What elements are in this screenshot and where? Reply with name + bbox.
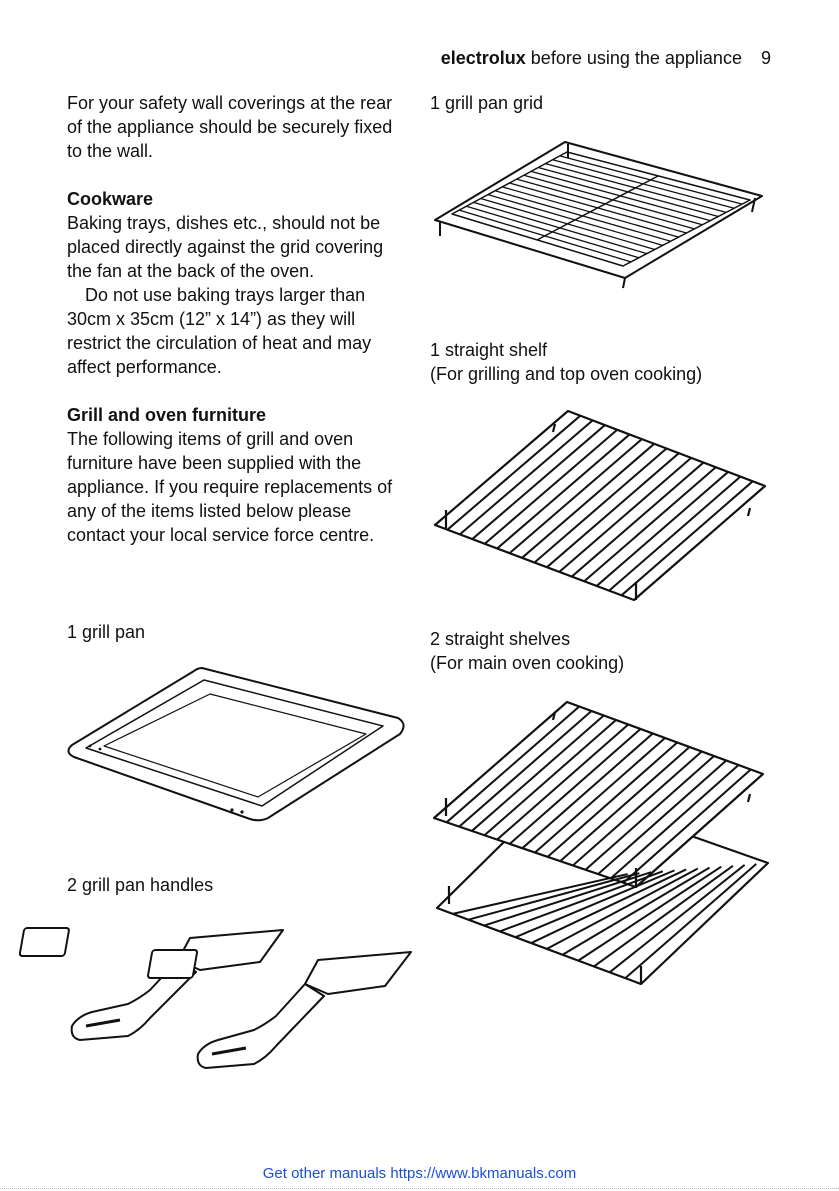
- grill-pan-label: 1 grill pan: [67, 622, 146, 642]
- straight-shelf-note: (For grilling and top oven cooking): [430, 364, 703, 384]
- section-title: before using the appliance: [530, 48, 742, 68]
- straight-shelves-note: (For main oven cooking): [430, 653, 625, 673]
- brand-name: electrolux: [440, 48, 526, 68]
- grill-pan-grid-label: 1 grill pan grid: [430, 93, 544, 113]
- cookware-heading: Cookware: [67, 189, 154, 209]
- footer: [0, 1165, 839, 1182]
- grill-pan-handles-label: 2 grill pan handles: [67, 875, 214, 895]
- furniture-heading: Grill and oven furniture: [67, 405, 267, 425]
- cookware-paragraph-1: Baking trays, dishes etc., should not be placed directly against the grid covering the fan at the back of the oven.: [67, 213, 384, 281]
- cookware-paragraph-2: Do not use baking trays larger than 30cm x 35cm (12” x 14”) as they will restrict the circulation of heat and may affect performance.: [67, 285, 372, 377]
- furniture-paragraph: The following items of grill and oven furniture have been supplied with the appliance. If you require replacements of any of the items listed below please contact your local service force centre.: [67, 429, 393, 545]
- page-number: 9: [760, 48, 771, 68]
- manuals-link[interactable]: Get other manuals https://www.bkmanuals.com: [262, 1165, 577, 1182]
- straight-shelves-title: 2 straight shelves: [430, 629, 571, 649]
- straight-shelf-title: 1 straight shelf: [430, 340, 548, 360]
- intro-paragraph: For your safety wall coverings at the rear of the appliance should be securely fixed to the wall.: [67, 93, 393, 161]
- footer-divider: [0, 1188, 839, 1189]
